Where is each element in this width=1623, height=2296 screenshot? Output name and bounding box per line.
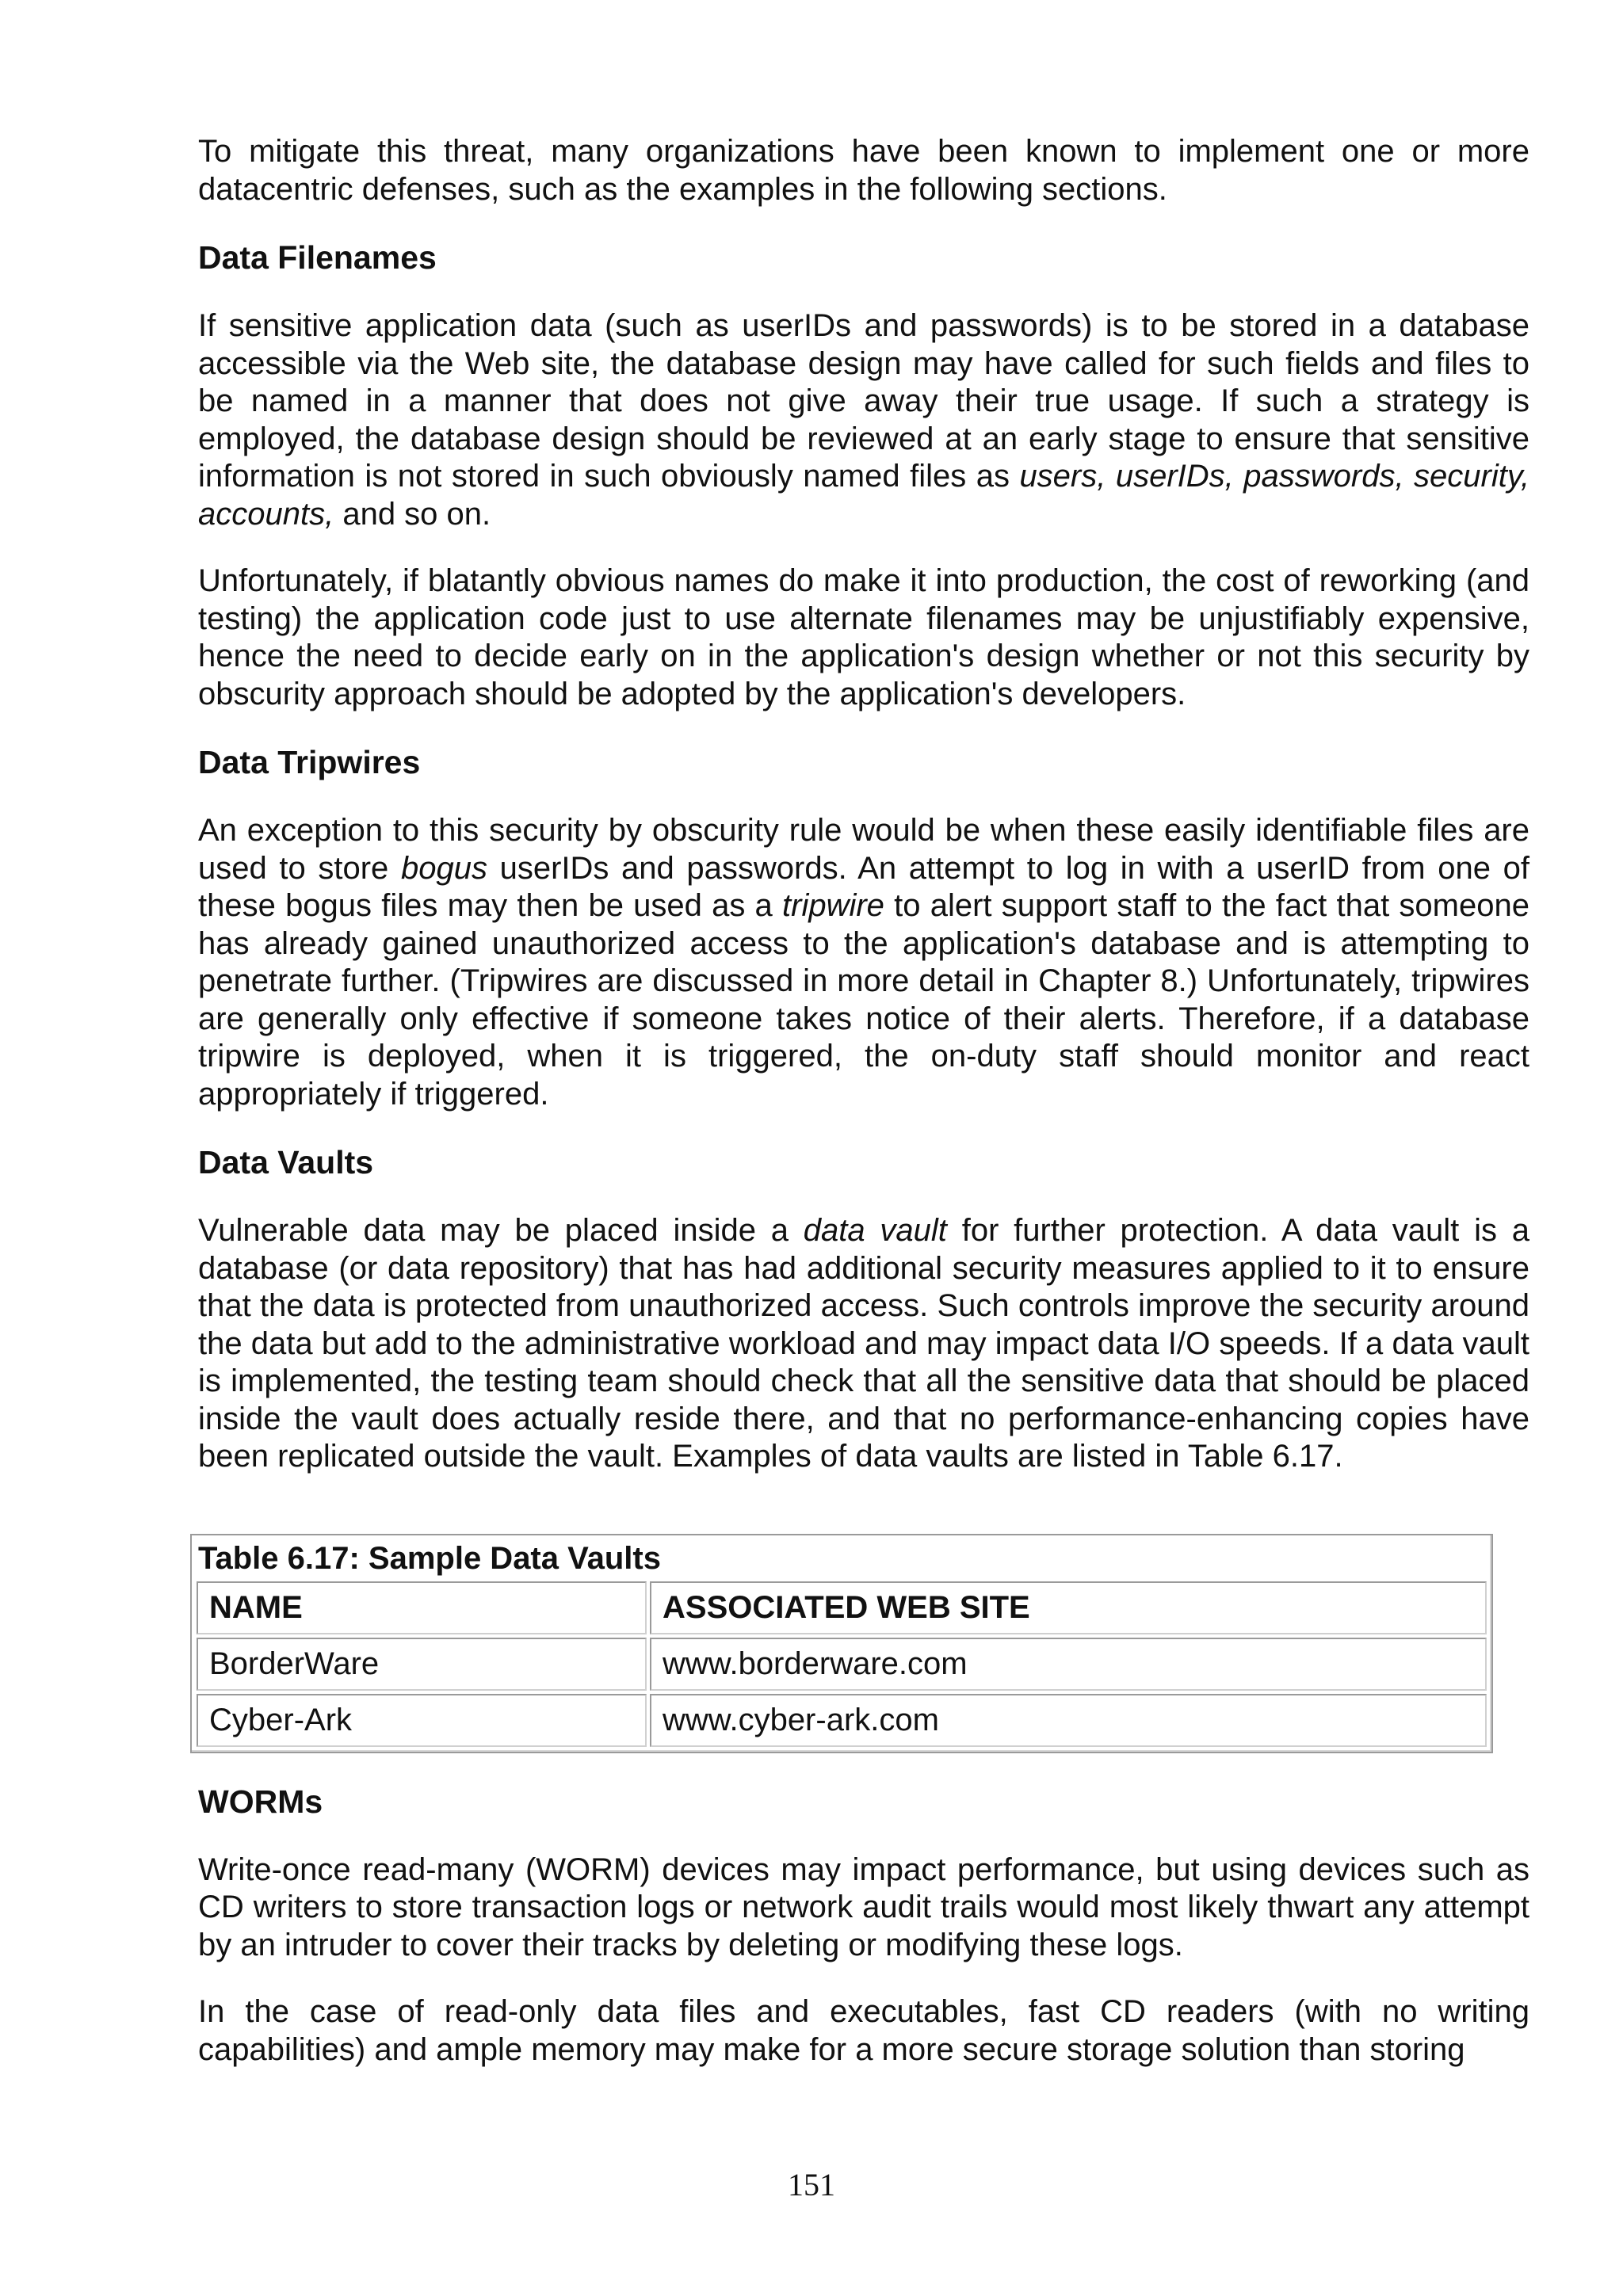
filenames-paragraph-1 <box>198 307 1529 533</box>
table-cell-website: www.borderware.com <box>650 1638 1487 1691</box>
tripwires-paragraph <box>198 812 1529 1113</box>
sample-data-vaults-table <box>190 1534 1493 1753</box>
filenames-p1-text-b: and so on. <box>334 496 491 532</box>
table-header-website: ASSOCIATED WEB SITE <box>650 1581 1487 1634</box>
table-row <box>197 1694 1487 1747</box>
table-caption: Table 6.17: Sample Data Vaults <box>198 1540 661 1576</box>
vaults-text-b: for further protection. A data vault is a database (or data repository) that has had additional security measures applied to it to ensure that the data is protected from unauthorized access. Such controls improve the security around the data but add to the administrative workload and may impact data I/O speeds. If a data vault is implemented, the testing team should check that all the sensitive data that should be placed inside the vault does actually reside there, and that no performance-enhancing copies have been replicated outside the vault. Examples of data vaults are listed in Table 6.17. <box>198 1213 1529 1474</box>
filenames-paragraph-2: Unfortunately, if blatantly obvious names do make it into production, the cost of reworking (and testing) the application code just to use alternate filenames may be unjustifiably expensive, hence the need to decide early on in the application's design whether or not this security by obscurity approach should be adopted by the application's developers. <box>198 563 1529 711</box>
intro-paragraph: To mitigate this threat, many organizations have been known to implement one or more datacentric defenses, such as the examples in the following sections. <box>198 134 1529 207</box>
table-spacer <box>198 1505 1529 1534</box>
vaults-text-a: Vulnerable data may be placed inside a <box>198 1213 804 1248</box>
page-body <box>198 133 1529 2098</box>
tripwires-text-c: to alert support staff to the fact that someone has already gained unauthorized access to the application's database and is attempting to penetrate further. (Tripwires are discussed in more detail in Chapter 8.) Unfortunately, tripwires are generally only effective if someone takes notice of their alerts. Therefore, if a database tripwire is deployed, when it is triggered, the on-duty staff should monitor and react appropriately if triggered. <box>198 888 1529 1112</box>
table-row <box>197 1638 1487 1691</box>
tripwires-emphasis-bogus: bogus <box>400 850 487 886</box>
vaults-emphasis: data vault <box>803 1213 947 1248</box>
heading-data-vaults: Data Vaults <box>198 1144 374 1180</box>
tripwires-text-a: An exception to this security by obscurity rule would be when these easily identifiable files are used to store <box>198 813 1529 886</box>
tripwires-text-b: userIDs and passwords. An attempt to log in with a userID from one of these bogus files may then be used as a <box>198 850 1530 923</box>
heading-data-tripwires: Data Tripwires <box>198 744 421 780</box>
filenames-p1-emphasis: users, userIDs, passwords, security, accounts, <box>198 459 1530 532</box>
tripwires-emphasis-tripwire: tripwire <box>782 888 884 923</box>
heading-worms: WORMs <box>198 1783 323 1820</box>
table-header-name: NAME <box>197 1581 647 1634</box>
heading-data-filenames: Data Filenames <box>198 239 437 276</box>
table-header-row <box>197 1581 1487 1634</box>
filenames-p1-text-a: If sensitive application data (such as userIDs and passwords) is to be stored in a database accessible via the Web site, the database design may have called for such fields and files to be named in a manner that does not give away their true usage. If such a strategy is employed, the database design should be reviewed at an early stage to ensure that sensitive information is not stored in such obviously named files as <box>198 308 1529 494</box>
worms-paragraph-1: Write-once read-many (WORM) devices may impact performance, but using devices such as CD writers to store transaction logs or network audit trails would most likely thwart any attempt by an intruder to cover their tracks by deleting or modifying these logs. <box>198 1852 1529 1962</box>
table-cell-name: Cyber-Ark <box>197 1694 647 1747</box>
page-number: 151 <box>788 2167 835 2203</box>
table-cell-website: www.cyber-ark.com <box>650 1694 1487 1747</box>
vaults-paragraph <box>198 1212 1529 1476</box>
worms-paragraph-2: In the case of read-only data files and executables, fast CD readers (with no writing capabilities) and ample memory may make for a more secure storage solution than storing <box>198 1994 1529 2067</box>
table-cell-name: BorderWare <box>197 1638 647 1691</box>
table-grid <box>193 1578 1490 1750</box>
